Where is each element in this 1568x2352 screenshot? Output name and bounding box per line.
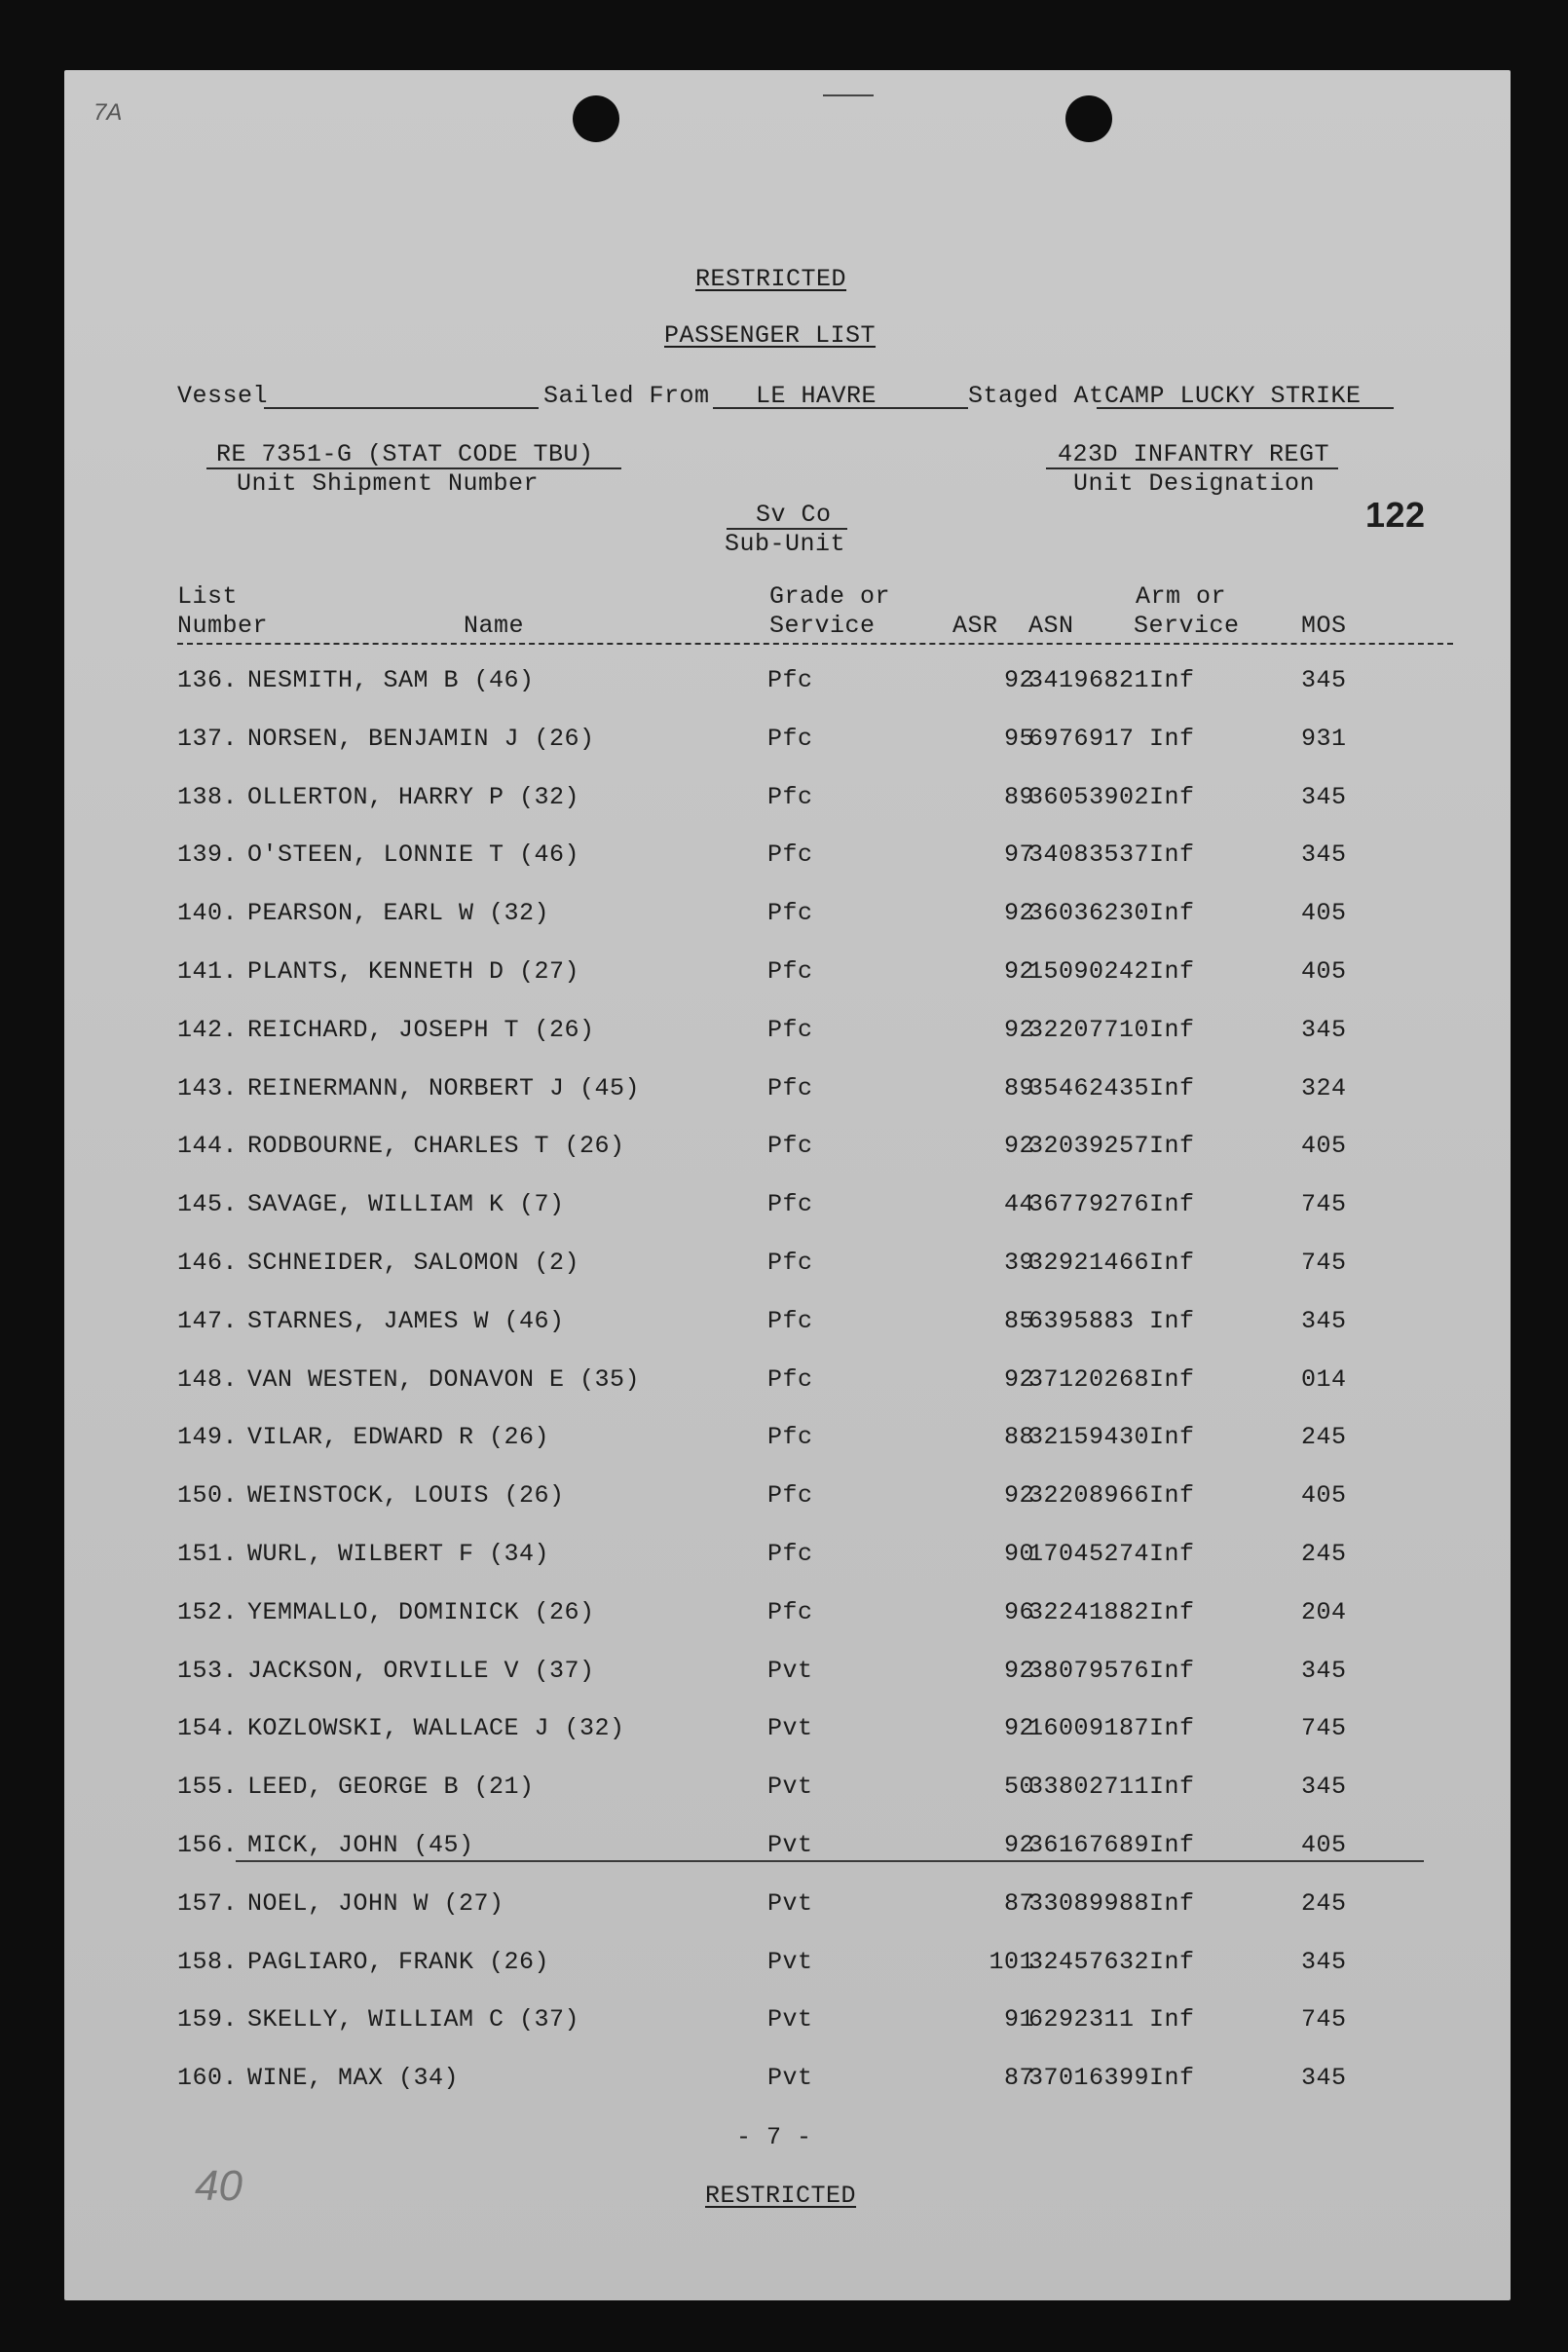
asn-value: 6395883 [1028,1306,1135,1335]
passenger-name: PLANTS, KENNETH D (27) [247,957,580,986]
table-row [64,725,1511,764]
asr-value: 92 [1003,1656,1034,1685]
grade: Pfc [767,782,813,811]
table-row [64,840,1511,879]
grade: Pfc [767,1597,813,1626]
asn-value: 6976917 [1028,724,1135,753]
arm-service: Inf [1149,782,1195,811]
mos-value: 405 [1301,1132,1347,1161]
passenger-name: VAN WESTEN, DONAVON E (35) [247,1364,641,1394]
list-number: 136. [177,666,239,694]
grade: Pfc [767,957,813,986]
asr-value: 92 [1003,957,1034,986]
unit-designation: 423D INFANTRY REGT [1058,440,1330,468]
mos-value: 345 [1301,2064,1347,2093]
grade: Pvt [767,1947,813,1976]
mos-value: 931 [1301,724,1347,753]
staged-at-label: Staged At [968,382,1104,410]
arm-service: Inf [1149,2064,1195,2093]
table-row [64,899,1511,938]
staged-at-value: CAMP LUCKY STRIKE [1104,382,1362,410]
grade: Pfc [767,840,813,870]
table-row [64,1365,1511,1404]
list-number: 154. [177,1714,239,1743]
arm-service: Inf [1149,1306,1195,1335]
arm-service: Inf [1149,1831,1195,1859]
arm-service: Inf [1149,1481,1195,1511]
list-number: 157. [177,1888,239,1918]
shipment-number: RE 7351-G (STAT CODE TBU) [216,440,594,468]
table-row [64,1249,1511,1288]
arm-service: Inf [1149,899,1195,928]
passenger-name: NORSEN, BENJAMIN J (26) [247,724,595,753]
strike-through-line [236,1860,1424,1862]
passenger-name: SKELLY, WILLIAM C (37) [247,2005,580,2035]
table-row [64,1423,1511,1462]
grade: Pfc [767,1423,813,1452]
table-row [64,1540,1511,1579]
asn-value: 32207710 [1028,1015,1150,1044]
col-arm-line2: Service [1134,612,1240,640]
col-list-line2: Number [177,612,269,640]
passenger-name: MICK, JOHN (45) [247,1831,474,1859]
table-row [64,1016,1511,1055]
page-stamp: 122 [1365,495,1426,535]
grade: Pfc [767,1132,813,1161]
list-number: 144. [177,1132,239,1161]
asn-value: 33089988 [1028,1888,1150,1918]
asn-value: 36167689 [1028,1831,1150,1859]
col-asn: ASN [1028,612,1074,640]
list-number: 142. [177,1015,239,1044]
list-number: 150. [177,1481,239,1511]
list-number: 149. [177,1423,239,1452]
header-rule [177,643,1453,645]
passenger-name: WEINSTOCK, LOUIS (26) [247,1481,565,1511]
grade: Pvt [767,2064,813,2093]
asr-value: 89 [1003,782,1034,811]
mos-value: 345 [1301,1306,1347,1335]
asr-value: 87 [1003,2064,1034,2093]
table-row [64,1190,1511,1229]
grade: Pfc [767,1190,813,1219]
mos-value: 345 [1301,1015,1347,1044]
asn-value: 32039257 [1028,1132,1150,1161]
grade: Pvt [767,1831,813,1859]
asr-value: 92 [1003,1481,1034,1511]
passenger-name: SCHNEIDER, SALOMON (2) [247,1249,580,1277]
list-number: 156. [177,1831,239,1859]
passenger-name: YEMMALLO, DOMINICK (26) [247,1597,595,1626]
mos-value: 245 [1301,1423,1347,1452]
asn-value: 32241882 [1028,1597,1150,1626]
asn-value: 34196821 [1028,666,1150,694]
arm-service: Inf [1149,2005,1195,2035]
asr-value: 50 [1003,1773,1034,1802]
asn-value: 32921466 [1028,1249,1150,1277]
list-number: 141. [177,957,239,986]
grade: Pvt [767,1714,813,1743]
corner-mark: 7A [93,99,123,126]
grade: Pvt [767,1888,813,1918]
sub-unit-value: Sv Co [756,501,832,529]
table-row [64,1132,1511,1171]
list-number: 146. [177,1249,239,1277]
table-row [64,957,1511,996]
page-number: - 7 - [736,2123,812,2151]
restricted-footer: RESTRICTED [705,2182,857,2210]
document-page [64,70,1511,2300]
asn-value: 37120268 [1028,1364,1150,1394]
table-row [64,666,1511,705]
arm-service: Inf [1149,1190,1195,1219]
mos-value: 745 [1301,1190,1347,1219]
passenger-name: OLLERTON, HARRY P (32) [247,782,580,811]
table-row [64,1307,1511,1346]
mos-value: 345 [1301,1656,1347,1685]
vessel-field [264,407,539,409]
mos-value: 345 [1301,666,1347,694]
grade: Pfc [767,1306,813,1335]
asr-value: 92 [1003,1831,1034,1859]
handwritten-count: 40 [195,2162,243,2210]
list-number: 143. [177,1073,239,1102]
arm-service: Inf [1149,1714,1195,1743]
col-arm-line1: Arm or [1136,582,1227,611]
asr-value: 88 [1003,1423,1034,1452]
asn-value: 32208966 [1028,1481,1150,1511]
asn-value: 36053902 [1028,782,1150,811]
table-row [64,2064,1511,2103]
passenger-name: REINERMANN, NORBERT J (45) [247,1073,641,1102]
mos-value: 745 [1301,2005,1347,2035]
grade: Pvt [767,1773,813,1802]
table-row [64,1773,1511,1811]
asr-value: 92 [1003,1714,1034,1743]
asn-value: 36779276 [1028,1190,1150,1219]
col-grade-line1: Grade or [769,582,891,611]
shipment-label: Unit Shipment Number [237,469,540,498]
mos-value: 245 [1301,1540,1347,1568]
list-number: 138. [177,782,239,811]
passenger-name: PAGLIARO, FRANK (26) [247,1947,550,1976]
asr-value: 90 [1003,1540,1034,1568]
asn-value: 32457632 [1028,1947,1150,1976]
list-number: 145. [177,1190,239,1219]
list-number: 155. [177,1773,239,1802]
passenger-name: KOZLOWSKI, WALLACE J (32) [247,1714,625,1743]
passenger-name: WINE, MAX (34) [247,2064,460,2093]
grade: Pfc [767,899,813,928]
list-number: 159. [177,2005,239,2035]
table-row [64,1831,1511,1870]
arm-service: Inf [1149,724,1195,753]
list-number: 147. [177,1306,239,1335]
table-row [64,1714,1511,1753]
grade: Pvt [767,1656,813,1685]
asr-value: 39 [1003,1249,1034,1277]
asn-value: 16009187 [1028,1714,1150,1743]
col-mos: MOS [1301,612,1347,640]
grade: Pfc [767,724,813,753]
mos-value: 345 [1301,782,1347,811]
mos-value: 405 [1301,957,1347,986]
asn-value: 37016399 [1028,2064,1150,2093]
col-name: Name [464,612,525,640]
unit-designation-label: Unit Designation [1073,469,1316,498]
list-number: 137. [177,724,239,753]
mos-value: 745 [1301,1249,1347,1277]
arm-service: Inf [1149,1656,1195,1685]
mos-value: 345 [1301,1947,1347,1976]
passenger-name: NESMITH, SAM B (46) [247,666,535,694]
passenger-name: LEED, GEORGE B (21) [247,1773,535,1802]
asr-value: 92 [1003,666,1034,694]
arm-service: Inf [1149,957,1195,986]
arm-service: Inf [1149,1249,1195,1277]
mos-value: 345 [1301,840,1347,870]
asr-value: 85 [1003,1306,1034,1335]
table-row [64,1948,1511,1987]
grade: Pfc [767,666,813,694]
list-number: 152. [177,1597,239,1626]
sailed-from-label: Sailed From [543,382,710,410]
passenger-name: JACKSON, ORVILLE V (37) [247,1656,595,1685]
list-number: 139. [177,840,239,870]
table-row [64,1598,1511,1637]
col-grade-line2: Service [769,612,876,640]
mos-value: 745 [1301,1714,1347,1743]
list-number: 151. [177,1540,239,1568]
arm-service: Inf [1149,1947,1195,1976]
table-row [64,1481,1511,1520]
asr-value: 96 [1003,1597,1034,1626]
list-number: 140. [177,899,239,928]
asn-value: 15090242 [1028,957,1150,986]
asn-value: 35462435 [1028,1073,1150,1102]
asr-value: 95 [1003,724,1034,753]
passenger-name: SAVAGE, WILLIAM K (7) [247,1190,565,1219]
arm-service: Inf [1149,1132,1195,1161]
asn-value: 38079576 [1028,1656,1150,1685]
asn-value: 17045274 [1028,1540,1150,1568]
grade: Pfc [767,1364,813,1394]
passenger-name: REICHARD, JOSEPH T (26) [247,1015,595,1044]
list-number: 158. [177,1947,239,1976]
mos-value: 245 [1301,1888,1347,1918]
asr-value: 101 [989,1947,1034,1976]
arm-service: Inf [1149,1015,1195,1044]
grade: Pfc [767,1481,813,1511]
document-title: PASSENGER LIST [664,321,877,350]
arm-service: Inf [1149,1597,1195,1626]
asr-value: 92 [1003,1015,1034,1044]
sailed-from-value: LE HAVRE [756,382,877,410]
list-number: 160. [177,2064,239,2093]
asn-value: 36036230 [1028,899,1150,928]
passenger-name: STARNES, JAMES W (46) [247,1306,565,1335]
arm-service: Inf [1149,1888,1195,1918]
punch-hole [1065,95,1112,142]
table-row [64,1657,1511,1696]
mos-value: 405 [1301,1831,1347,1859]
arm-service: Inf [1149,1773,1195,1802]
arm-service: Inf [1149,840,1195,870]
passenger-name: NOEL, JOHN W (27) [247,1888,504,1918]
arm-service: Inf [1149,1540,1195,1568]
passenger-name: VILAR, EDWARD R (26) [247,1423,550,1452]
mos-value: 405 [1301,1481,1347,1511]
asn-value: 32159430 [1028,1423,1150,1452]
list-number: 148. [177,1364,239,1394]
asr-value: 91 [1003,2005,1034,2035]
list-number: 153. [177,1656,239,1685]
arm-service: Inf [1149,1423,1195,1452]
mos-value: 345 [1301,1773,1347,1802]
arm-service: Inf [1149,1073,1195,1102]
sub-unit-label: Sub-Unit [725,530,846,558]
mos-value: 324 [1301,1073,1347,1102]
asn-value: 33802711 [1028,1773,1150,1802]
mos-value: 014 [1301,1364,1347,1394]
asr-value: 87 [1003,1888,1034,1918]
punch-hole [573,95,619,142]
table-row [64,783,1511,822]
col-list-line1: List [177,582,239,611]
top-mark [823,94,874,96]
asr-value: 44 [1003,1190,1034,1219]
asr-value: 97 [1003,840,1034,870]
vessel-label: Vessel [177,382,269,410]
passenger-name: O'STEEN, LONNIE T (46) [247,840,580,870]
table-row [64,1889,1511,1928]
arm-service: Inf [1149,666,1195,694]
col-asr: ASR [952,612,998,640]
asn-value: 6292311 [1028,2005,1135,2035]
asr-value: 89 [1003,1073,1034,1102]
asr-value: 92 [1003,1132,1034,1161]
asn-value: 34083537 [1028,840,1150,870]
arm-service: Inf [1149,1364,1195,1394]
restricted-header: RESTRICTED [695,265,847,293]
passenger-name: WURL, WILBERT F (34) [247,1540,550,1568]
passenger-name: RODBOURNE, CHARLES T (26) [247,1132,625,1161]
grade: Pfc [767,1073,813,1102]
grade: Pfc [767,1249,813,1277]
mos-value: 405 [1301,899,1347,928]
grade: Pvt [767,2005,813,2035]
table-row [64,2005,1511,2044]
passenger-name: PEARSON, EARL W (32) [247,899,550,928]
asr-value: 92 [1003,899,1034,928]
asr-value: 92 [1003,1364,1034,1394]
grade: Pfc [767,1015,813,1044]
table-row [64,1074,1511,1113]
mos-value: 204 [1301,1597,1347,1626]
grade: Pfc [767,1540,813,1568]
